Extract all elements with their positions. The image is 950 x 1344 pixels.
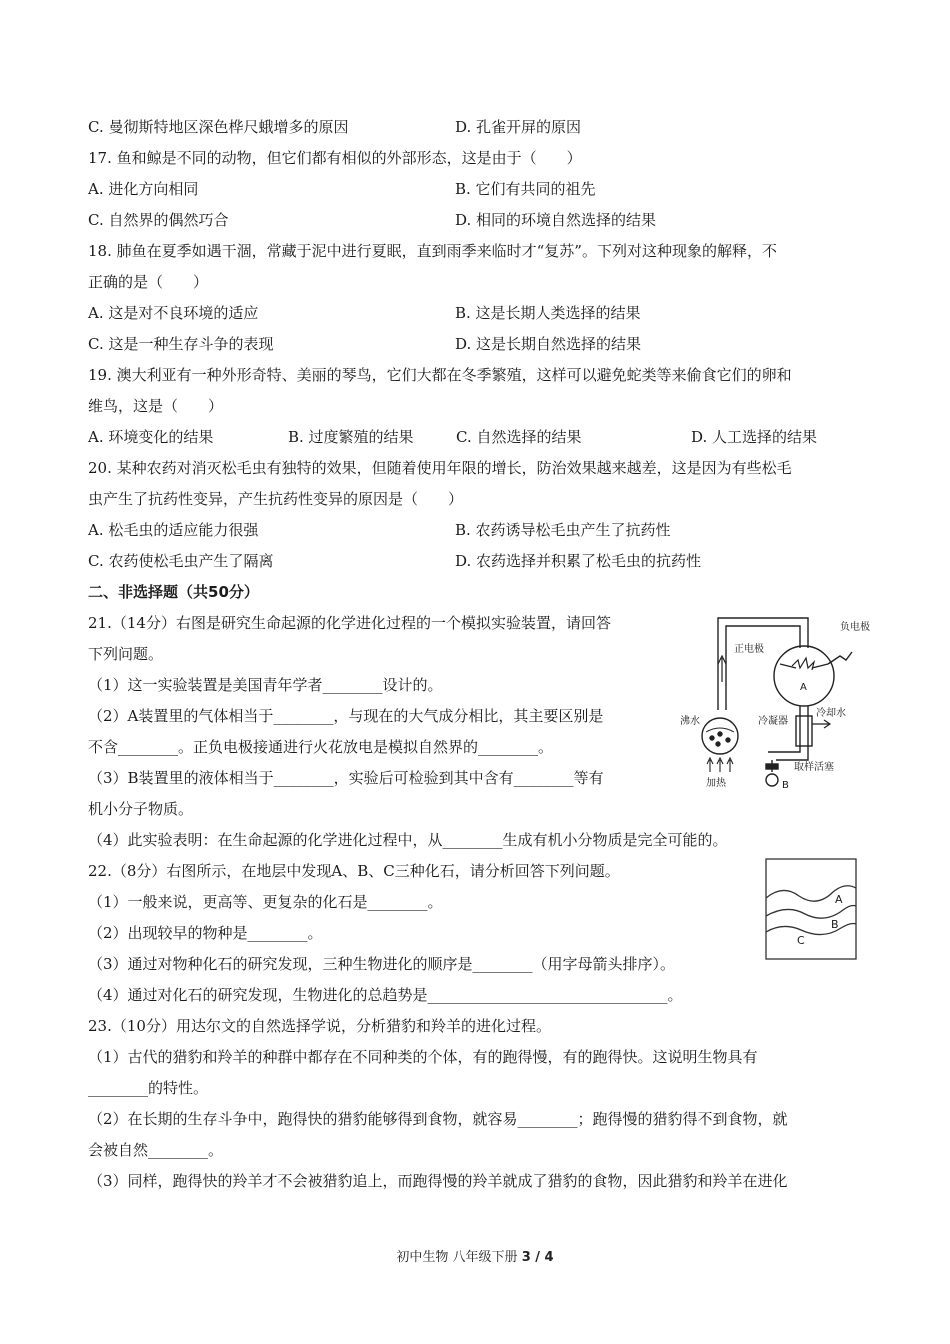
q20-option-a: A. 松毛虫的适应能力很强 — [88, 521, 259, 539]
q17-options-row-2 — [88, 205, 866, 236]
q20-option-d: D. 农药选择并积累了松毛虫的抗药性 — [455, 552, 702, 570]
q21-stem-line-2: 下列问题。 — [88, 645, 164, 663]
q21-block — [88, 608, 870, 856]
q17-option-a: A. 进化方向相同 — [88, 180, 199, 198]
q21-part-4: （4）此实验表明：在生命起源的化学进化过程中，从________生成有机小分物质是完全可能的。 — [88, 831, 728, 849]
q19-option-b: B. 过度繁殖的结果 — [288, 428, 414, 446]
label-fossil-b: B — [831, 918, 839, 931]
q17-option-d: D. 相同的环境自然选择的结果 — [455, 211, 657, 229]
upper-tube — [726, 626, 800, 710]
q17-option-b: B. 它们有共同的祖先 — [455, 180, 596, 198]
q21-part-3-line-1: （3）B装置里的液体相当于________，实验后可检验到其中含有________等有 — [88, 769, 604, 787]
q17-option-c: C. 自然界的偶然巧合 — [88, 211, 229, 229]
q20-options-row-1 — [88, 515, 866, 546]
q22-part-1: （1）一般来说，更高等、更复杂的化石是________。 — [88, 893, 443, 911]
q21-stem-line-1: 21.（14分）右图是研究生命起源的化学进化过程的一个模拟实验装置，请回答 — [88, 614, 611, 632]
bubble — [716, 742, 720, 746]
q20-stem-line-1: 20. 某种农药对消灭松毛虫有独特的效果，但随着使用年限的增长，防治效果越来越差，这是因为有些松毛 — [88, 459, 792, 477]
strata-frame — [766, 859, 856, 959]
q21-part-2-line-2: 不含________。正负电极接通进行火花放电是模拟自然界的________。 — [88, 738, 554, 756]
q20-option-b: B. 农药诱导松毛虫产生了抗药性 — [455, 521, 671, 539]
q21-part-1: （1）这一实验装置是美国青年学者________设计的。 — [88, 676, 443, 694]
condenser — [796, 716, 812, 746]
bubble — [718, 732, 722, 736]
cooling-arrow-icon — [812, 720, 830, 728]
q19-options-row — [88, 422, 866, 453]
q17-stem: 17. 鱼和鲸是不同的动物，但它们都有相似的外部形态，这是由于（ ） — [88, 149, 582, 167]
q23-part-1-line-1: （1）古代的猎豹和羚羊的种群中都存在不同种类的个体，有的跑得慢，有的跑得快。这说明生物具有 — [88, 1048, 758, 1066]
q22-part-4: （4）通过对化石的研究发现，生物进化的总趋势是________________________________。 — [88, 986, 683, 1004]
q18-stem-line-2: 正确的是（ ） — [88, 273, 209, 291]
q23-part-3-line-1: （3）同样，跑得快的羚羊才不会被猎豹追上，而跑得慢的羚羊就成了猎豹的食物，因此猎豹和羚羊在进化 — [88, 1172, 788, 1190]
sampling-valve — [766, 764, 778, 769]
bubble — [710, 736, 714, 740]
bubble — [726, 738, 730, 742]
q18-option-c: C. 这是一种生存斗争的表现 — [88, 335, 274, 353]
footer-page-number: 3 / 4 — [521, 1250, 554, 1265]
q18-options-row-1 — [88, 298, 866, 329]
label-negative-electrode: 负电极 — [840, 622, 870, 633]
label-sampling-valve: 取样活塞 — [794, 762, 834, 773]
q18-options-row-2 — [88, 329, 866, 360]
q19-stem-line-1: 19. 澳大利亚有一种外形奇特、美丽的琴鸟，它们大都在冬季繁殖，这样可以避免蛇类等来偷食它们的卵和 — [88, 366, 792, 384]
flow-arrow-icon — [718, 656, 726, 682]
q20-options-row-2 — [88, 546, 866, 577]
section-heading: 二、非选择题（共50分） — [88, 583, 259, 601]
q23-part-1-line-2: ________的特性。 — [88, 1079, 209, 1097]
label-condenser: 冷凝器 — [758, 716, 788, 727]
q16-options-row-2 — [88, 112, 866, 143]
label-boiling-water: 沸水 — [680, 716, 700, 727]
q18-option-a: A. 这是对不良环境的适应 — [88, 304, 259, 322]
stratum-line-b — [766, 906, 856, 919]
q20-option-c: C. 农药使松毛虫产生了隔离 — [88, 552, 274, 570]
q18-option-b: B. 这是长期人类选择的结果 — [455, 304, 641, 322]
q22-part-3: （3）通过对物种化石的研究发现，三种生物进化的顺序是________（用字母箭头排序）。 — [88, 955, 676, 973]
label-b: B — [782, 780, 789, 791]
q18-stem-line-1: 18. 肺鱼在夏季如遇干涸，常藏于泥中进行夏眠，直到雨季来临时才“复苏”。下列对这种现象的解释，不 — [88, 242, 777, 260]
q22-stem: 22.（8分）右图所示，在地层中发现A、B、C三种化石，请分析回答下列问题。 — [88, 862, 620, 880]
q19-option-d: D. 人工选择的结果 — [691, 428, 818, 446]
q16-option-c: C. 曼彻斯特地区深色桦尺蛾增多的原因 — [88, 118, 349, 136]
q22-block — [88, 856, 866, 1011]
q21-part-3-line-2: 机小分子物质。 — [88, 800, 194, 818]
q19-stem-line-2: 维鸟，这是（ ） — [88, 397, 224, 415]
q23-part-2-line-2: 会被自然________。 — [88, 1141, 224, 1159]
label-a: A — [800, 682, 807, 693]
q16-option-d: D. 孔雀开屏的原因 — [455, 118, 582, 136]
q17-options-row-1 — [88, 174, 866, 205]
footer-subject: 初中生物 八年级下册 — [396, 1250, 522, 1265]
label-positive-electrode: 正电极 — [734, 644, 764, 655]
flask-b — [766, 774, 778, 786]
fossil-strata-diagram — [765, 858, 859, 962]
q19-option-a: A. 环境变化的结果 — [88, 428, 214, 446]
stratum-line-c — [766, 924, 856, 935]
q22-part-2: （2）出现较早的物种是________。 — [88, 924, 323, 942]
q18-option-d: D. 这是长期自然选择的结果 — [455, 335, 642, 353]
label-cooling-water: 冷却水 — [816, 708, 846, 719]
label-fossil-c: C — [797, 934, 805, 947]
q21-part-2-line-1: （2）A装置里的气体相当于________，与现在的大气成分相比，其主要区别是 — [88, 707, 604, 725]
label-fossil-a: A — [835, 893, 843, 906]
q23-part-2-line-1: （2）在长期的生存斗争中，跑得快的猎豹能够得到食物，就容易________；跑得慢的猎豹得不到食物，就 — [88, 1110, 788, 1128]
label-heating: 加热 — [706, 778, 726, 789]
lower-tube — [768, 706, 800, 752]
q23-stem: 23.（10分）用达尔文的自然选择学说，分析猎豹和羚羊的进化过程。 — [88, 1017, 551, 1035]
worksheet-page — [88, 112, 870, 1197]
page-footer — [0, 1246, 950, 1265]
q19-option-c: C. 自然选择的结果 — [456, 428, 582, 446]
q20-stem-line-2: 虫产生了抗药性变异，产生抗药性变异的原因是（ ） — [88, 490, 464, 508]
miller-apparatus-diagram — [680, 612, 870, 792]
flask-a — [774, 646, 834, 706]
heat-arrows-icon — [707, 758, 733, 772]
